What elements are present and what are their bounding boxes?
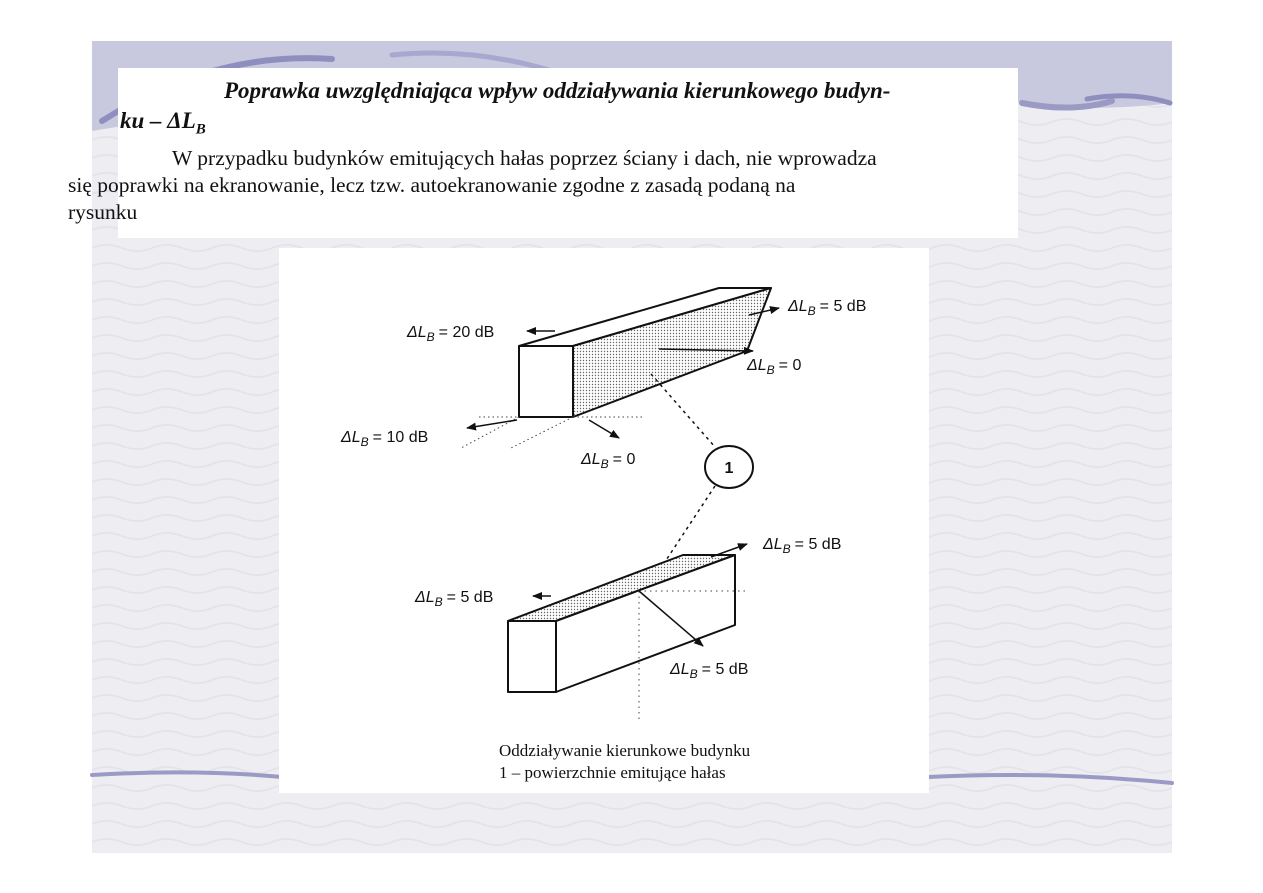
label-bottom-right: $\Delta L_B = 5$ dB <box>763 536 842 556</box>
marker-number: 1 <box>724 460 734 477</box>
top-building-front-face <box>519 346 573 417</box>
label-top-front-left: $\Delta L_B = 10$ dB <box>341 429 429 449</box>
figure-caption <box>499 740 750 784</box>
slide <box>68 41 1172 853</box>
caption-line-1: Oddziaływanie kierunkowe budynku <box>499 741 751 760</box>
directivity-diagram <box>279 248 929 793</box>
heading <box>118 76 1010 145</box>
figure-panel <box>279 248 929 793</box>
heading-line-1: Poprawka uwzględniająca wpływ oddziaływania kierunkowego budyn- <box>224 78 891 103</box>
top-building-ground-lines <box>461 417 644 448</box>
marker-leaders <box>651 374 715 583</box>
arrow-front-left <box>467 420 517 428</box>
label-top-front-bottom: $\Delta L_B = 0$ <box>581 451 636 471</box>
heading-symbol: $\Delta L_B$ <box>167 108 206 138</box>
label-bottom-center: $\Delta L_B = 5$ dB <box>670 661 749 681</box>
arrow-front-bottom <box>589 420 619 438</box>
label-top-right-back: $\Delta L_B = 5$ dB <box>788 298 867 318</box>
caption-line-2: 1 – powierzchnie emitujące hałas <box>499 763 726 782</box>
body-line-2: się poprawki na ekranowanie, lecz tzw. autoekranowanie zgodne z zasadą podaną na <box>68 172 796 197</box>
bottom-building-front-face <box>508 621 556 692</box>
label-top-right-front: $\Delta L_B = 0$ <box>747 357 802 377</box>
body-paragraph <box>68 145 1010 226</box>
label-top-left: $\Delta L_B = 20$ dB <box>407 324 495 344</box>
heading-line-2: ku – $\Delta L_B$ <box>120 108 206 138</box>
body-line-1: W przypadku budynków emitujących hałas poprzez ściany i dach, nie wprowadza <box>172 145 877 170</box>
body-line-3: rysunku <box>68 199 138 224</box>
label-bottom-left: $\Delta L_B = 5$ dB <box>415 589 494 609</box>
top-building <box>519 288 771 417</box>
text-panel <box>68 68 1018 238</box>
